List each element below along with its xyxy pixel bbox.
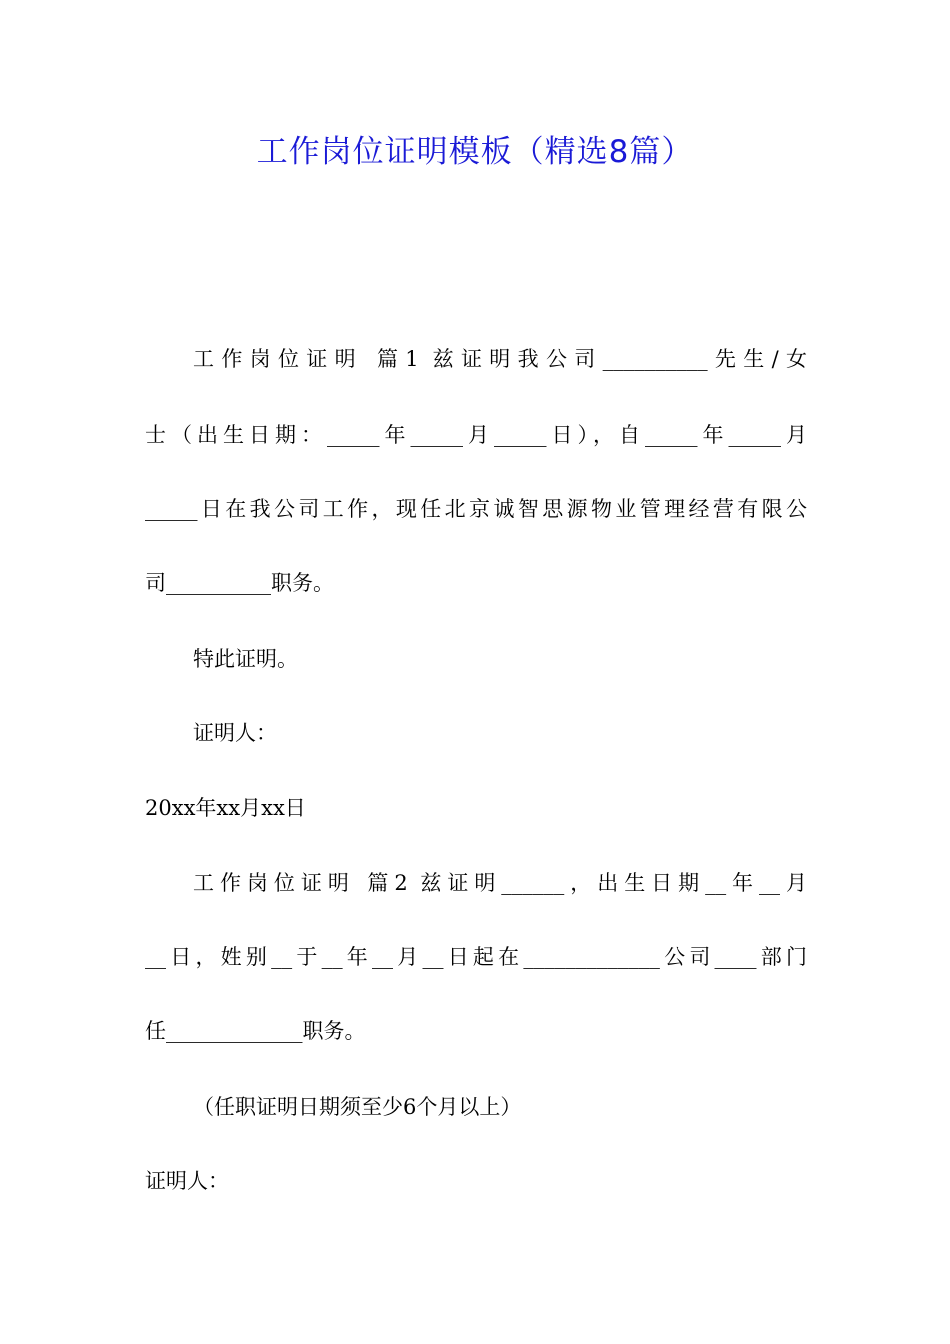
paragraph-line: 工作岗位证明 篇2 兹证明______，出生日期__年__月 <box>193 871 807 895</box>
paragraph-line: 任_____________职务。 <box>145 1019 366 1043</box>
paragraph-line: 工作岗位证明 篇1 兹证明我公司__________先生/女 <box>193 347 807 371</box>
date-line: 20xx年xx月xx日 <box>145 796 306 820</box>
paragraph-line: 特此证明。 <box>193 647 298 671</box>
document-title: 工作岗位证明模板（精选8篇） <box>256 134 694 170</box>
paragraph-line: 证明人： <box>145 1169 229 1193</box>
paragraph-line: （任职证明日期须至少6个月以上） <box>193 1095 522 1119</box>
paragraph-line: _____日在我公司工作，现任北京诚智思源物业管理经营有限公 <box>145 497 807 521</box>
paragraph-line: 司__________职务。 <box>145 571 334 595</box>
paragraph-line: __日，姓别__于__年__月__日起在_____________公司____部门 <box>145 945 807 969</box>
paragraph-line: 士（出生日期：_____年_____月_____日），自_____年_____月 <box>145 423 807 447</box>
paragraph-line: 证明人： <box>193 721 277 745</box>
